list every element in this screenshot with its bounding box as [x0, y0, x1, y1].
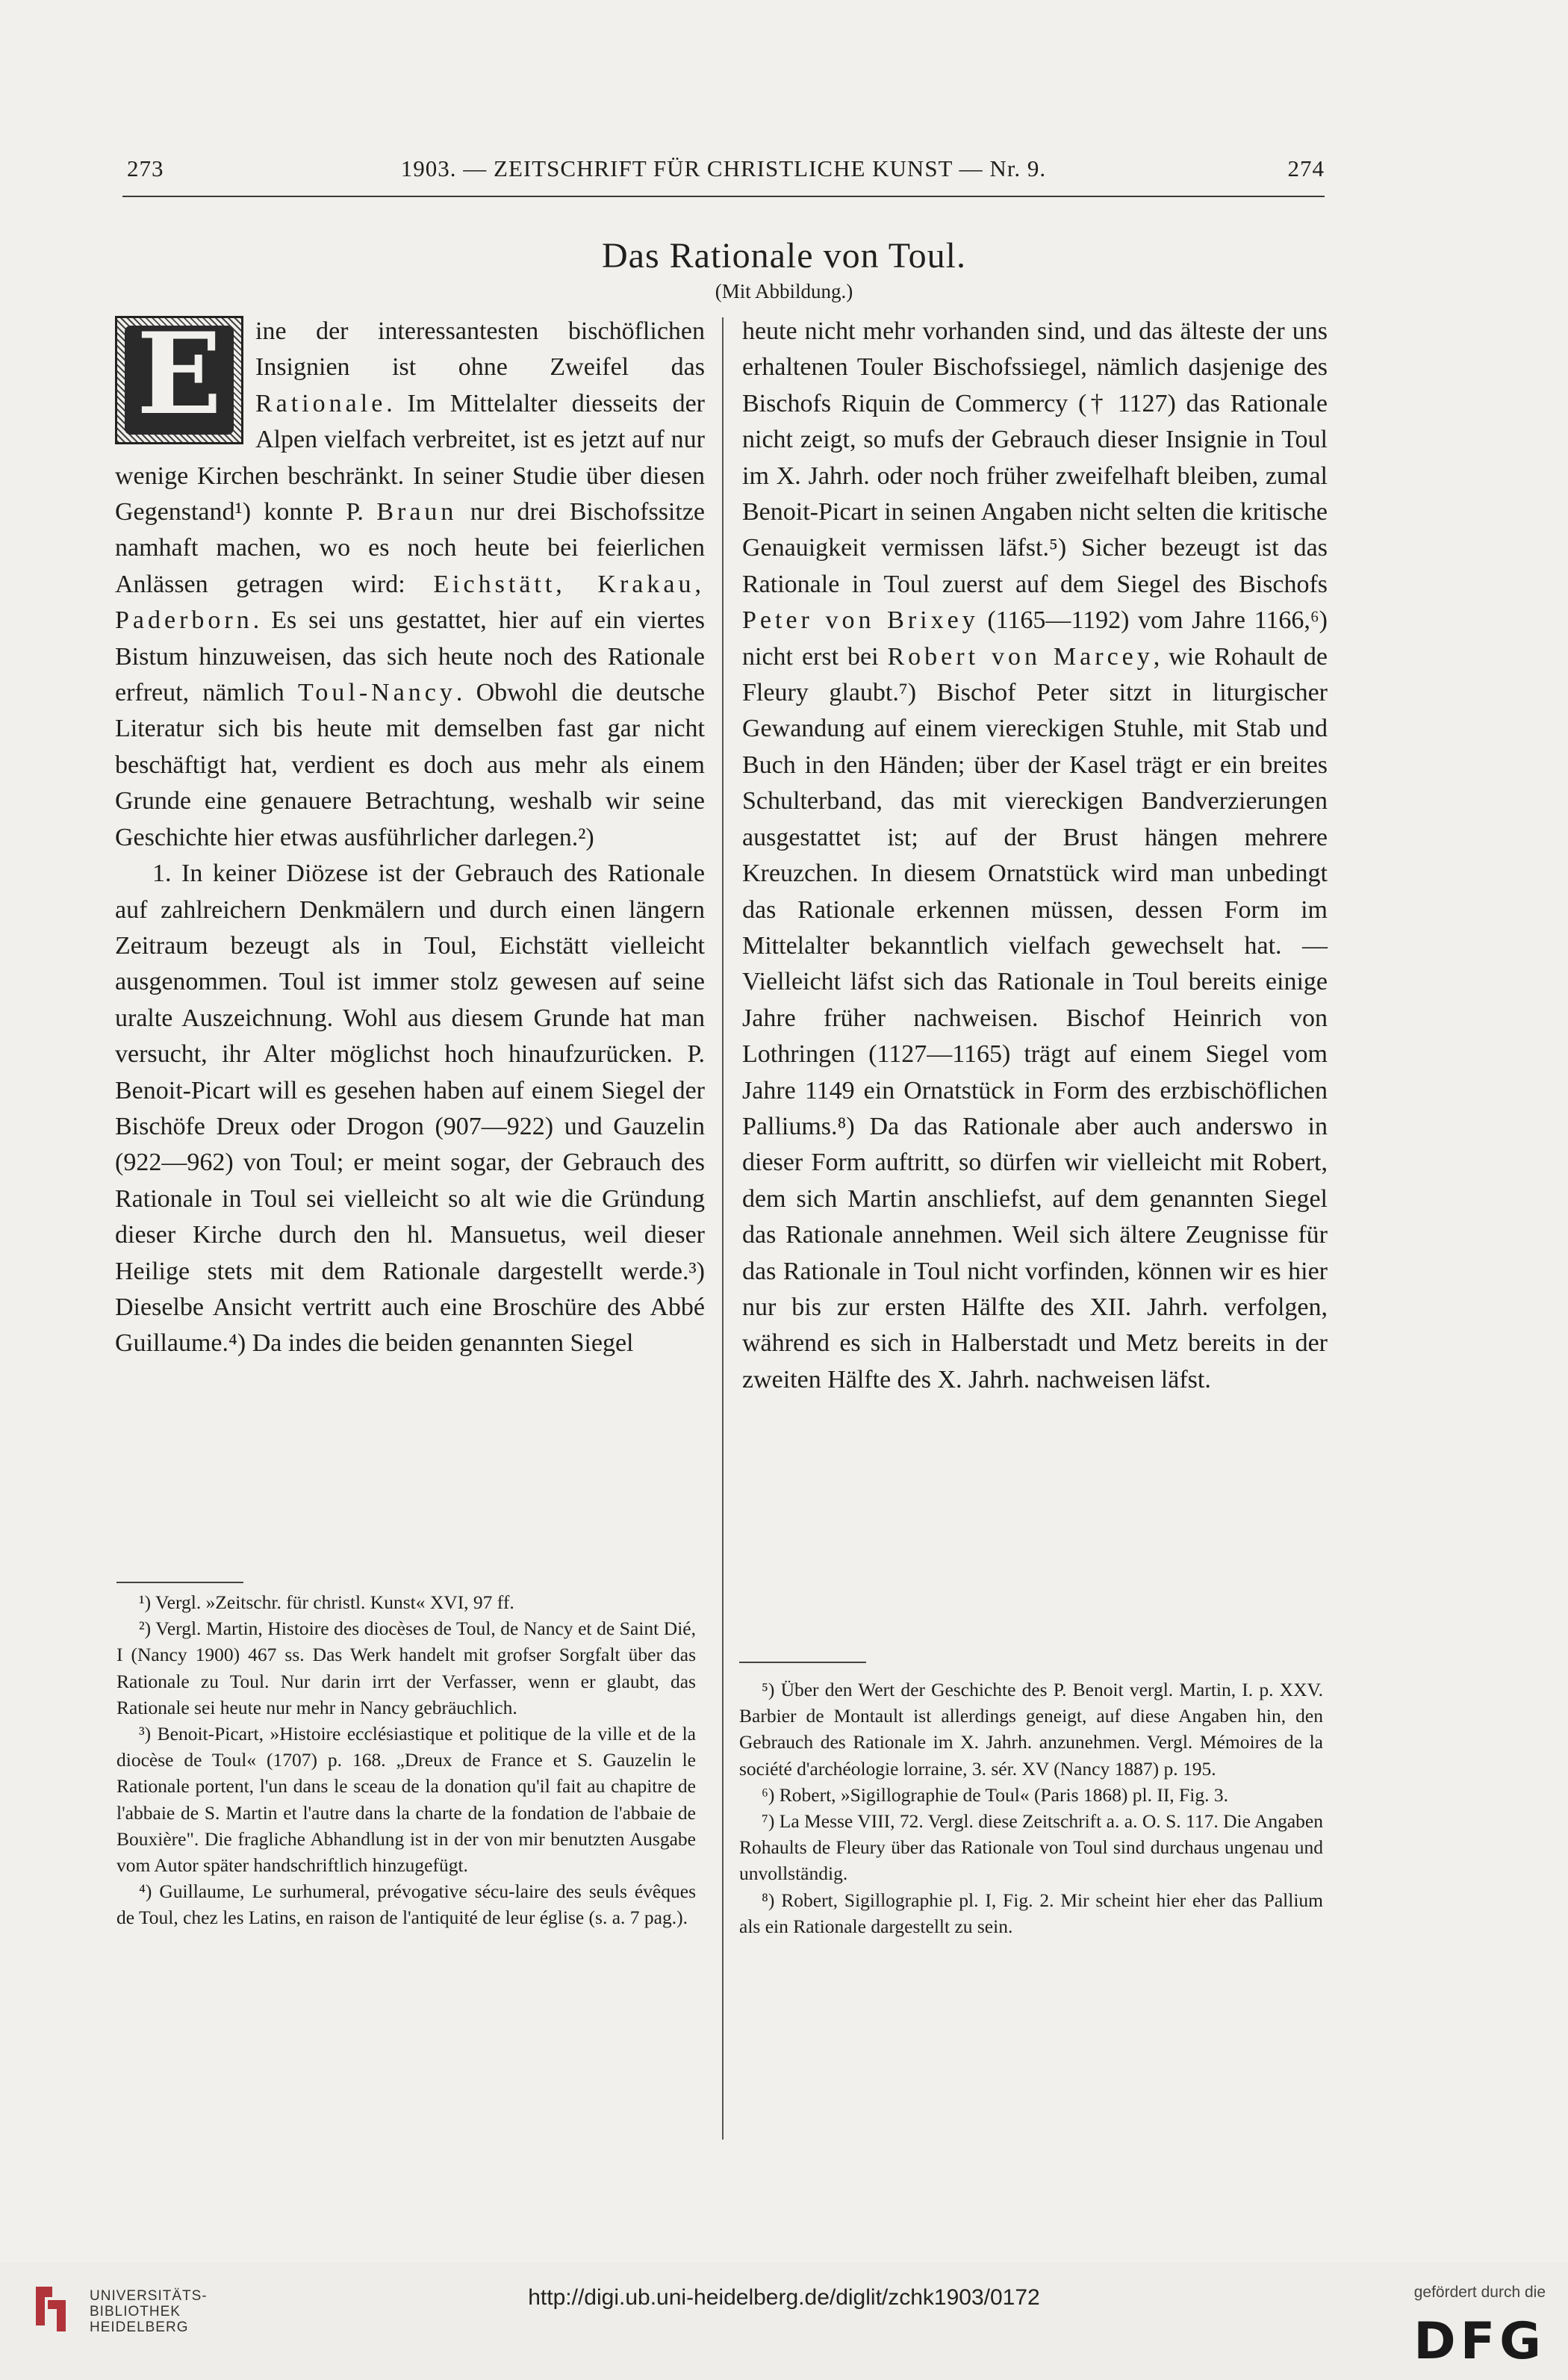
- article-subtitle: (Mit Abbildung.): [715, 280, 853, 302]
- running-header: [122, 155, 1325, 193]
- page-number-left: 273: [127, 155, 164, 181]
- page-number-right: 274: [1287, 155, 1325, 181]
- source-url-link[interactable]: http://digi.ub.uni-heidelberg.de/diglit/zchk1903/0172: [528, 2285, 1040, 2310]
- library-name: UNIVERSITÄTS- BIBLIOTHEK HEIDELBERG: [90, 2288, 208, 2335]
- footnote-7: ⁷) La Messe VIII, 72. Vergl. diese Zeitschrift a. a. O. S. 117. Die Angaben Rohaults de Fleury über das Rationale von Toul sind durchaus ungenau und unvollständig.: [739, 1810, 1323, 1885]
- footnote-4: ⁴) Guillaume, Le surhumeral, prévogative sécu-laire des seuls évêques de Toul, chez les Latins, en raison de l'antiquité de leur église (s. a. 7 pag.).: [116, 1880, 696, 1929]
- footnote-rule-right: [739, 1662, 866, 1663]
- footer-bar: [0, 2263, 1568, 2380]
- footnote-2: ²) Vergl. Martin, Histoire des diocèses de Toul, de Nancy et de Saint Dié, I (Nancy 1900) 467 ss. Das Werk handelt mit grofser Sorgfalt über das Rationale zu Toul. Nur darin irrt der Verfasser, wenn er glaubt, das Rationale sei heute nur mehr in Nancy gebräuchlich.: [116, 1618, 696, 1718]
- footnote-6: ⁶) Robert, »Sigillographie de Toul« (Paris 1868) pl. II, Fig. 3.: [762, 1783, 1228, 1806]
- footnote-1: ¹) Vergl. »Zeitschr. für christl. Kunst« XVI, 97 ff.: [139, 1591, 514, 1613]
- paragraph-intro: ine der interessantesten bischöflichen Insignien ist ohne Zweifel das Rationale. Im Mittelalter diesseits der Alpen vielfach verbreitet, ist es jetzt auf nur wenige Kirchen beschränkt. In seiner Studie über diesen Gegenstand¹) konnte P. Braun nur drei Bischofssitze namhaft machen, wo es noch heute bei feierlichen Anlässen getragen wird: Eichstätt, Krakau, Paderborn. Es sei uns gestattet, hier auf ein viertes Bistum hinzuweisen, das sich heute noch des Rationale erfreut, nämlich Toul-Nancy. Obwohl die deutsche Literatur sich bis heute mit demselben fast gar nicht beschäftigt hat, verdient es doch aus mehr als einem Grunde eine genauere Betrachtung, weshalb wir seine Geschichte hier etwas ausführlicher darlegen.²): [115, 317, 705, 851]
- running-title: 1903. — ZEITSCHRIFT FÜR CHRISTLICHE KUNST — Nr. 9.: [400, 155, 1047, 181]
- left-column: [115, 308, 705, 1362]
- dropcap-letter: E: [136, 308, 223, 440]
- paragraph-continued: heute nicht mehr vorhanden sind, und das älteste der uns erhaltenen Touler Bischofssiegel, nämlich dasjenige des Bischofs Riquin de Commercy († 1127) das Rationale nicht zeigt, so mufs der Gebrauch dieser Insignie in Toul im X. Jahrh. oder noch früher zweifelhaft bleiben, zumal Benoit-Picart in seinen Angaben nicht selten die kritische Genauigkeit vermissen läfst.⁵) Sicher bezeugt ist das Rationale in Toul zuerst auf dem Siegel des Bischofs Peter von Brixey (1165—1192) vom Jahre 1166,⁶) nicht erst bei Robert von Marcey, wie Rohault de Fleury glaubt.⁷) Bischof Peter sitzt in liturgischer Gewandung auf einem viereckigen Stuhle, mit Stab und Buch in den Händen; über der Kasel trägt er ein breites Schulterband, das mit viereckigen Bandverzierungen ausgestattet ist; auf der Brust hängen mehrere Kreuzchen. In diesem Ornatstück wird man unbedingt das Rationale erkennen müssen, dessen Form im Mittelalter bekanntlich vielfach gewechselt hat. — Vielleicht läfst sich das Rationale in Toul bereits einige Jahre früher nachweisen. Bischof Heinrich von Lothringen (1127—1165) trägt auf einem Siegel vom Jahre 1149 ein Ornatstück in Form des erzbischöflichen Palliums.⁸) Da das Rationale aber auch anderswo in dieser Form auftritt, so dürfen wir vielleicht mit Robert, dem sich Martin anschliefst, auf dem genannten Siegel das Rationale annehmen. Weil sich ältere Zeugnisse für das Rationale in Toul nicht vorfinden, können wir es hier nur bis zur ersten Hälfte des XII. Jahrh. verfolgen, während es sich in Halberstadt und Metz bereits in der zweiten Hälfte des X. Jahrh. nachweisen läfst.: [742, 317, 1328, 1393]
- footnote-rule-left: [116, 1582, 243, 1583]
- header-rule: [122, 196, 1325, 197]
- footnote-3: ³) Benoit-Picart, »Histoire ecclésiastique et politique de la ville et de la diocèse de Toul« (1707) p. 168. „Dreux de France et S. Gauzelin le Rationale portent, l'un dans le sceau de la donation qu'il fait au chapitre de l'abbaie de S. Martin et l'autre dans la charte de la fondation de l'abbaie de Bouxière". Die fragliche Abhandlung ist in der von mir benutzten Ausgabe vom Autor später handschriftlich hinzugefügt.: [116, 1723, 696, 1877]
- dropcap-ornament: [115, 308, 243, 444]
- dfg-logo: DFG: [1413, 2312, 1546, 2371]
- article-title: Das Rationale von Toul.: [601, 236, 967, 276]
- column-divider: [722, 317, 724, 2140]
- footnotes-left: [116, 1589, 696, 1931]
- footnotes-right: [739, 1677, 1323, 1939]
- paragraph-section-1: 1. In keiner Diözese ist der Gebrauch des Rationale auf zahlreichern Denkmälern und durch einen längern Zeitraum bezeugt als in Toul, Eichstätt vielleicht ausgenommen. Toul ist immer stolz gewesen auf seine uralte Auszeichnung. Wohl aus diesem Grunde hat man versucht, ihr Alter möglichst hoch hinaufzurücken. P. Benoit-Picart will es gesehen haben auf einem Siegel der Bischöfe Dreux oder Drogon (907—922) und Gauzelin (922—962) von Toul; er meint sogar, der Gebrauch des Rationale in Toul sei vielleicht so alt wie die Gründung dieser Kirche durch den hl. Mansuetus, weil dieser Heilige stets mit dem Rationale dargestellt werde.³) Dieselbe Ansicht vertritt auch eine Broschüre des Abbé Guillaume.⁴) Da indes die beiden genannten Siegel: [115, 860, 705, 1358]
- footnote-5: ⁵) Über den Wert der Geschichte des P. Benoit vergl. Martin, I. p. XXV. Barbier de Montault ist allerdings geneigt, auf diese Angaben hin, den Gebrauch des Rationale im X. Jahrh. anzunehmen. Vergl. Mémoires de la société d'archéologie lorraine, 3. sér. XV (Nancy 1887) p. 195.: [739, 1679, 1323, 1780]
- right-column: [742, 314, 1328, 1398]
- footnote-8: ⁸) Robert, Sigillographie pl. I, Fig. 2. Mir scheint hier eher das Pallium als ein Rationale dargestellt zu sein.: [739, 1889, 1323, 1937]
- funding-label: gefördert durch die: [1413, 2284, 1546, 2301]
